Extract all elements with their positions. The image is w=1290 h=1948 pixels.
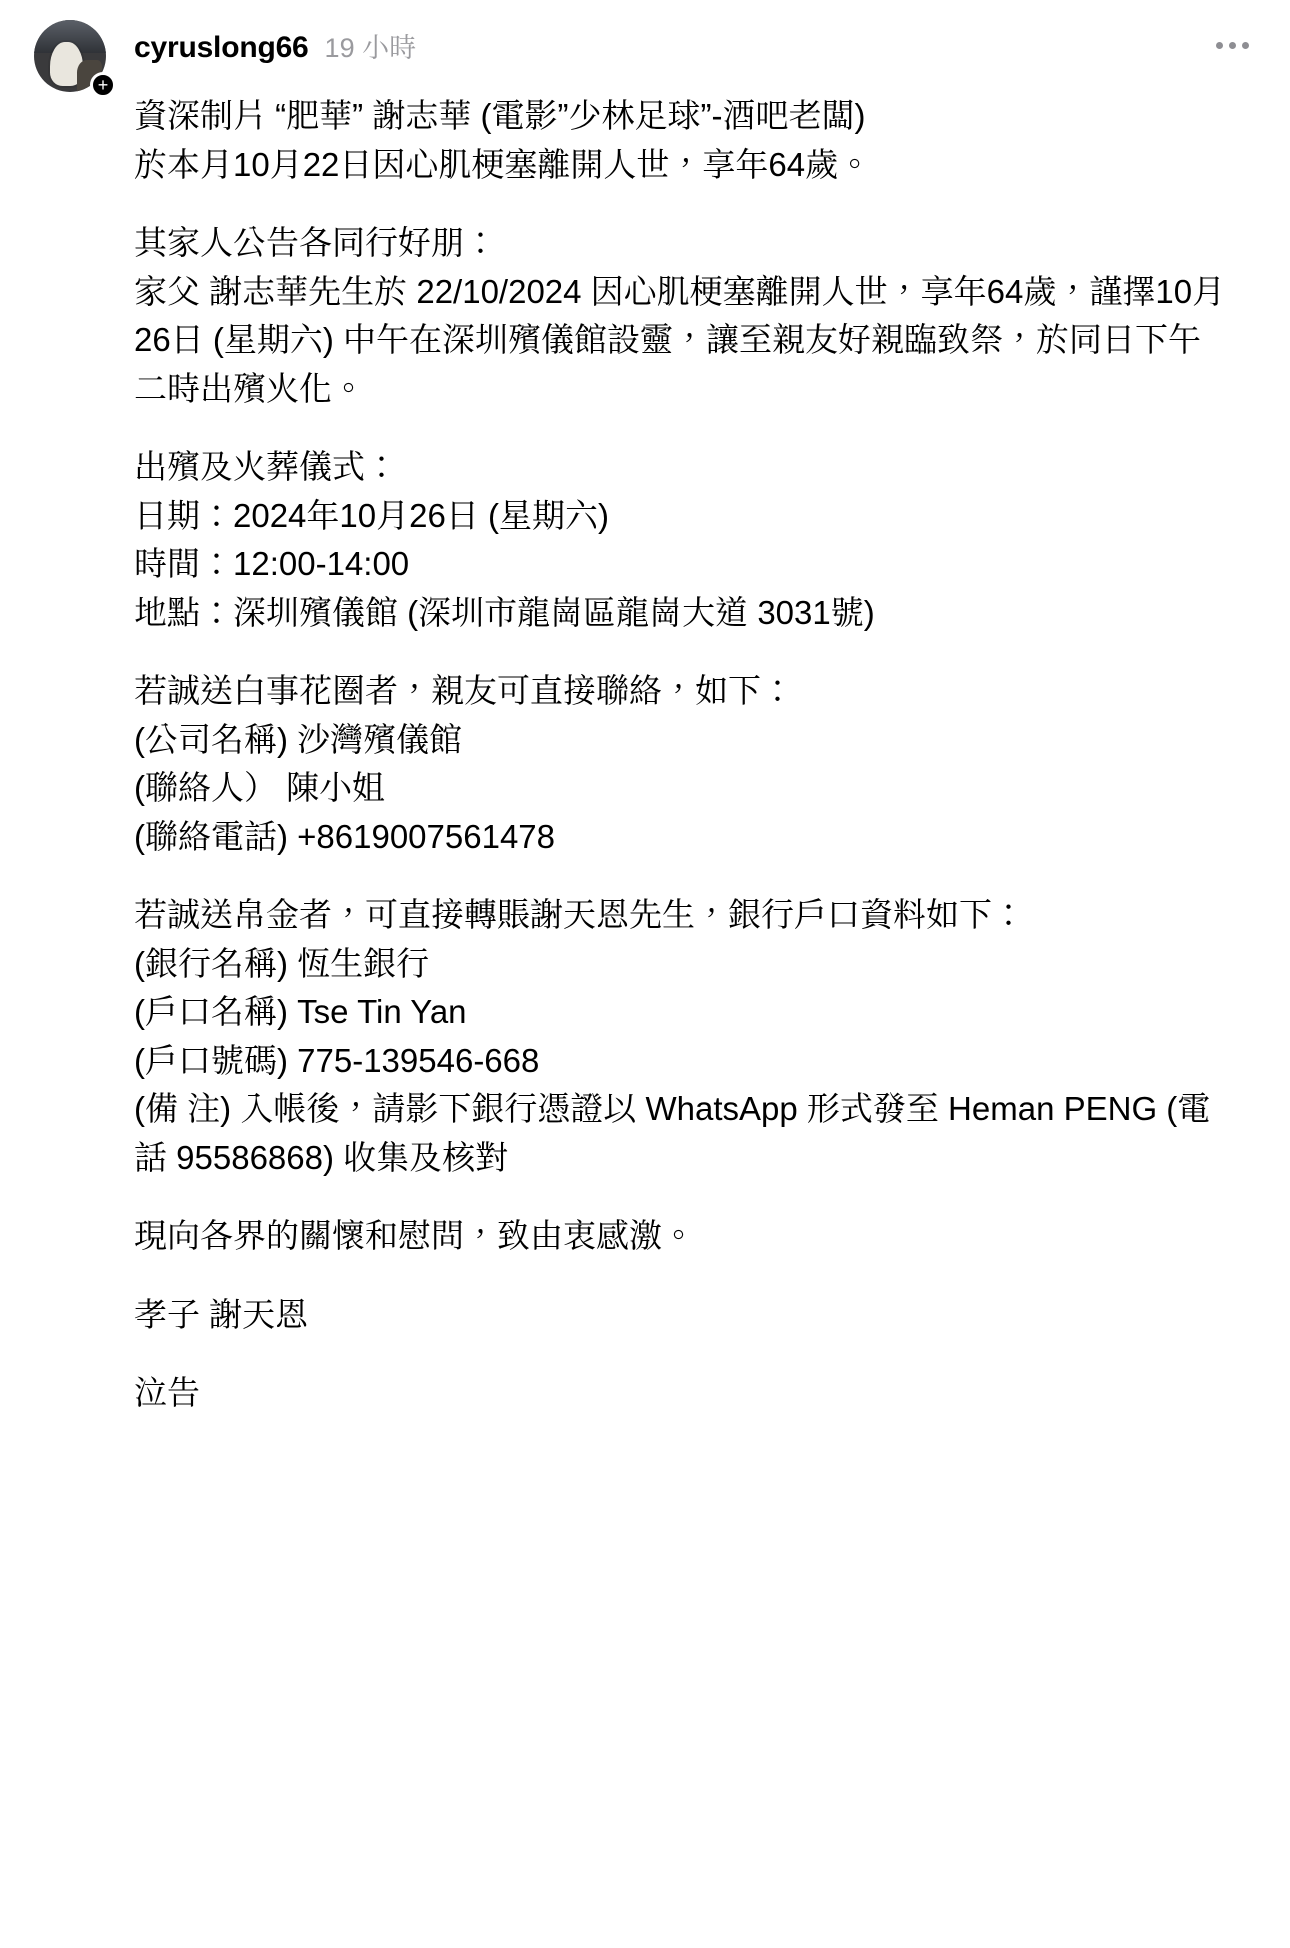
more-options-icon[interactable] <box>1208 18 1256 58</box>
post-line: (公司名稱) 沙灣殯儀館 <box>134 720 463 758</box>
post-line: (戶口名稱) Tse Tin Yan <box>134 993 467 1030</box>
add-follow-badge-icon[interactable]: + <box>90 72 116 98</box>
post-line: (聯絡電話) +8619007561478 <box>134 817 556 855</box>
post-line: (備 注) 入帳後，請影下銀行憑證以 WhatsApp 形式發至 Heman PENG (電話 95586868) 收集及核對 <box>134 1090 1211 1176</box>
post-paragraph <box>134 667 1226 861</box>
post-line: 其家人公告各同行好朋： <box>134 224 497 261</box>
post-line: 泣告 <box>134 1374 200 1411</box>
post-paragraph <box>134 92 1226 189</box>
post-line: 資深制片 “肥華” 謝志華 (電影”少林足球”-酒吧老闆) <box>134 97 866 134</box>
more-dot-1 <box>1216 42 1223 49</box>
post-paragraph <box>134 1369 1226 1418</box>
post-timestamp: 19 小時 <box>324 33 417 63</box>
post-header-text <box>112 18 1208 65</box>
post-line: (戶口號碼) 775-139546-668 <box>134 1041 540 1079</box>
post-line: 家父 謝志華先生於 22/10/2024 因心肌梗塞離開人世，享年64歲，謹擇10月26日 (星期六) 中午在深圳殯儀館設靈，讓至親友好親臨致祭，於同日下午二時出殯火化。 <box>134 272 1226 407</box>
post-line: 若誠送帛金者，可直接轉賬謝天恩先生，銀行戶口資料如下： <box>134 896 1025 933</box>
post-line: 時間：12:00-14:00 <box>134 545 410 582</box>
post-paragraph <box>134 1212 1226 1261</box>
post-line: 若誠送白事花圈者，親友可直接聯絡，如下： <box>134 672 794 709</box>
post-paragraph <box>134 219 1226 413</box>
post-line: 於本月10月22日因心肌梗塞離開人世，享年64歲。 <box>134 145 872 183</box>
post-line: 出殯及火葬儀式： <box>134 448 398 485</box>
post-line: (聯絡人） 陳小姐 <box>134 769 386 806</box>
post-username[interactable]: cyruslong66 <box>134 31 309 64</box>
more-dot-3 <box>1242 42 1249 49</box>
post-paragraph <box>134 443 1226 637</box>
post-body <box>34 88 1256 1508</box>
post-header <box>34 18 1256 95</box>
post-paragraph <box>134 1291 1226 1340</box>
avatar[interactable] <box>34 20 112 98</box>
post-line: 日期：2024年10月26日 (星期六) <box>134 496 609 534</box>
post-line: (銀行名稱) 恆生銀行 <box>134 944 430 982</box>
post-bottom-spacer <box>134 1448 1226 1508</box>
post-paragraph <box>134 891 1226 1182</box>
post-line: 孝子 謝天恩 <box>134 1295 309 1333</box>
post-line: 地點：深圳殯儀館 (深圳市龍崗區龍崗大道 3031號) <box>134 593 875 631</box>
more-dot-2 <box>1229 42 1236 49</box>
post-line: 現向各界的關懷和慰問，致由衷感激。 <box>134 1217 695 1254</box>
